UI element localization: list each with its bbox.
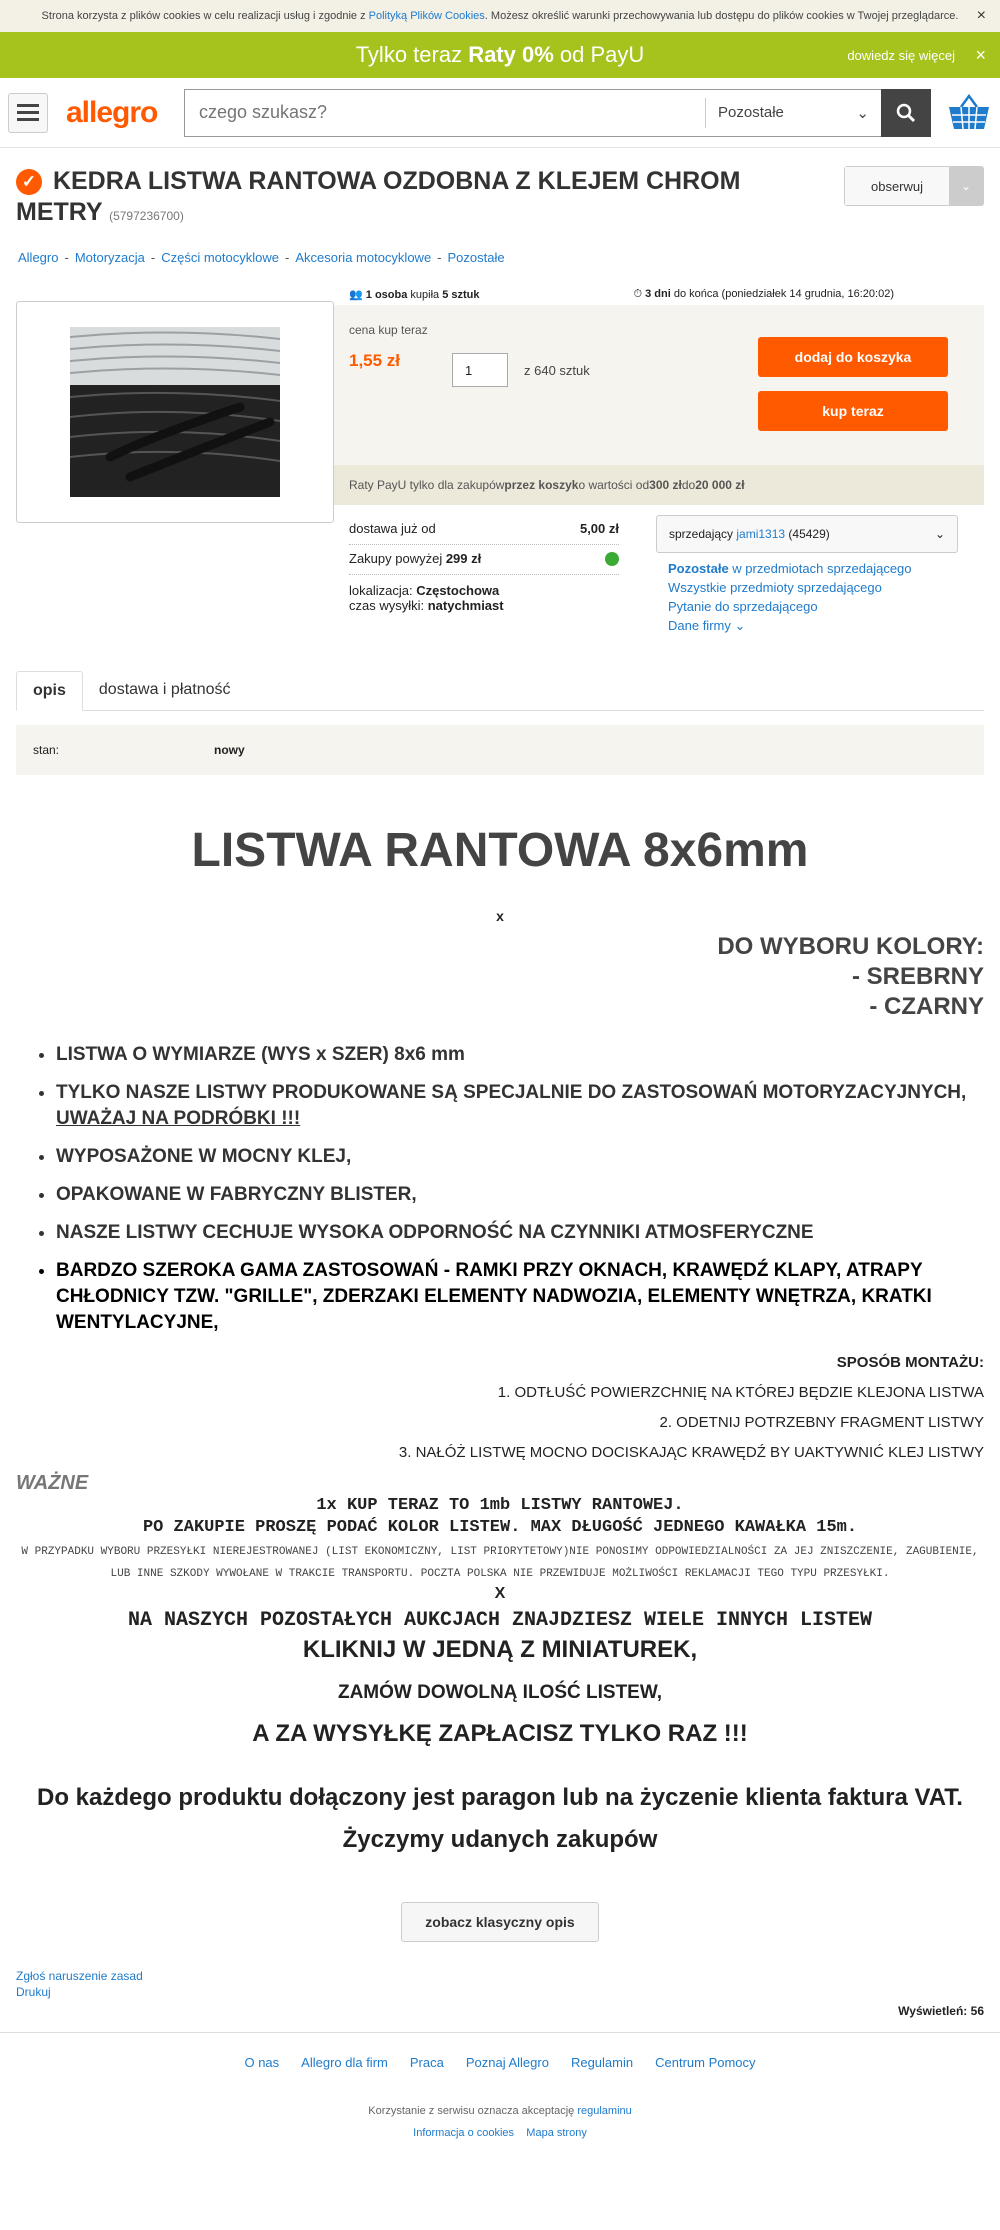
color-options: DO WYBORU KOLORY: - SREBRNY - CZARNY	[717, 933, 984, 1020]
breadcrumb-item[interactable]: Pozostałe	[447, 250, 505, 265]
super-seller-check-icon: ✓	[16, 169, 42, 195]
payu-more-link[interactable]: dowiedz się więcej	[847, 47, 955, 63]
cookie-close-icon[interactable]: ×	[976, 7, 986, 24]
tab-delivery-payment[interactable]: dostawa i płatność	[98, 681, 231, 698]
cookie-text: Strona korzysta z plików cookies w celu realizacji usług i zgodnie z Polityką Plików Cookies. Możesz określić warunki przechowywania lub dostępu do plików cookies w Twojej przeglądarce.	[41, 10, 959, 22]
print-link[interactable]: Drukuj	[16, 1985, 51, 1999]
menu-icon[interactable]	[8, 93, 48, 133]
free-shipping-icon	[605, 552, 619, 566]
tabs	[16, 671, 984, 711]
buy-box	[334, 305, 984, 465]
site-footer	[0, 2032, 1000, 2144]
promo-text: KLIKNIJ W JEDNĄ Z MINIATUREK,	[302, 1636, 698, 1663]
seller-dropdown[interactable]: sprzedający jami1313 (45429) ⌄	[656, 515, 958, 553]
price-label: cena kup teraz	[349, 323, 428, 337]
search-bar	[184, 89, 931, 137]
info-text: PO ZAKUPIE PROSZĘ PODAĆ KOLOR LISTEW. MAX DŁUGOŚĆ JEDNEGO KAWAŁKA 15m.	[142, 1518, 858, 1537]
search-category-select[interactable]: Pozostałe ⌄	[705, 98, 881, 128]
list-item: • OPAKOWANE W FABRYCZNY BLISTER,	[56, 1182, 984, 1208]
footer-link[interactable]: Allegro dla firm	[301, 2055, 388, 2070]
mounting-instructions: SPOSÓB MONTAŻU: 1. ODTŁUŚĆ POWIERZCHNIĘ NA KTÓREJ BĘDZIE KLEJONA LISTWA 2. ODETNIJ POTRZEBNY FRAGMENT LISTWY 3. NAŁÓŻ LISTWĘ MOCNO DOCISKAJĄC KRAWĘDŹ BY UAKTYWNIĆ KLEJ LISTWY	[398, 1354, 984, 1461]
wishes: Życzymy udanych zakupów	[342, 1826, 658, 1853]
payu-promo-text: Tylko teraz Raty 0% od PayU	[355, 42, 645, 67]
seller-all-items-link[interactable]: Wszystkie przedmioty sprzedającego	[668, 580, 882, 595]
offer-title: ✓ KEDRA LISTWA RANTOWA OZDOBNA Z KLEJEM CHROM METRY (5797236700)	[16, 167, 741, 226]
cookie-policy-link[interactable]: Polityką Plików Cookies	[368, 10, 485, 22]
company-data-link[interactable]: Dane firmy ⌄	[668, 618, 746, 633]
buy-now-button[interactable]: kup teraz	[758, 391, 948, 431]
cookie-bar	[0, 0, 1000, 32]
search-button[interactable]	[881, 89, 931, 137]
views-counter: Wyświetleń: 56	[898, 2004, 984, 2018]
promo-text: ZAMÓW DOWOLNĄ ILOŚĆ LISTEW,	[337, 1682, 663, 1703]
important-heading: WAŻNE	[16, 1472, 89, 1494]
list-item: • LISTWA O WYMIARZE (WYS x SZER) 8x6 mm	[56, 1042, 984, 1068]
footer-link[interactable]: O nas	[244, 2055, 280, 2070]
seller-other-items-link[interactable]: Pozostałe w przedmiotach sprzedającego	[668, 561, 912, 576]
payu-promo-bar	[0, 32, 1000, 78]
promo-text: NA NASZYCH POZOSTAŁYCH AUKCJACH ZNAJDZIESZ WIELE INNYCH LISTEW	[127, 1609, 873, 1632]
info-text: 1x KUP TERAZ TO 1mb LISTWY RANTOWEJ.	[316, 1496, 684, 1515]
promo-text: A ZA WYSYŁKĘ ZAPŁACISZ TYLKO RAZ !!!	[252, 1720, 748, 1747]
seller-panel	[656, 515, 958, 641]
separator-x: x	[496, 908, 504, 924]
breadcrumb-item[interactable]: Części motocyklowe	[161, 250, 279, 265]
quantity-input[interactable]: 1	[452, 353, 508, 387]
breadcrumb: Allegro - Motoryzacja - Części motocyklowe - Akcesoria motocyklowe - Pozostałe	[18, 250, 505, 265]
payu-installments-info: Raty PayU tylko dla zakupów przez koszyk o wartości od 300 zł do 20 000 zł	[334, 465, 984, 505]
allegro-logo[interactable]: allegro	[66, 95, 158, 129]
footer-link[interactable]: Regulamin	[570, 2055, 634, 2070]
terms-note: Korzystanie z serwisu oznacza akceptację regulaminu	[368, 2105, 632, 2117]
breadcrumb-item[interactable]: Allegro	[18, 250, 59, 265]
footer-link[interactable]: Centrum Pomocy	[655, 2055, 756, 2070]
shipping-disclaimer: W PRZYPADKU WYBORU PRZESYŁKI NIEREJESTROWANEJ (LIST EKONOMICZNY, LIST PRIORYTETOWY)NIE PONOSIMY ODPOWIEDZIALNOŚCI ZA JEJ ZNISZCZENIE, ZAGUBIENIE, LUB INNE SZKODY WYWOŁANE W TRAKCIE TRANSPORTU. POCZTA POLSKA NIE PRZEWIDUJE MOŻLIWOŚCI REKLAMACJI TEGO TYPU PRZESYŁKI.	[21, 1546, 979, 1580]
separator-x: X	[494, 1585, 506, 1602]
chevron-down-icon: ⌄	[934, 527, 945, 541]
price: 1,55 zł	[349, 351, 401, 370]
feature-list	[56, 1042, 984, 1336]
product-photo	[70, 327, 280, 497]
available-quantity: z 640 sztuk	[524, 363, 590, 378]
payu-close-icon[interactable]: ×	[975, 44, 986, 65]
list-item: • BARDZO SZEROKA GAMA ZASTOSOWAŃ - RAMKI PRZY OKNACH, KRAWĘDŹ KLAPY, ATRAPY CHŁODNICY TZW. "GRILLE", ZDERZAKI ELEMENTY NADWOZIA, ELEMENTY WNĘTRZA, KRATKI WENTYLACYJNE,	[56, 1258, 984, 1336]
shipping-info: dostawa już od 5,00 zł Zakupy powyżej 299 zł lokalizacja: Częstochowa czas wysyłki: natychmiast	[334, 515, 634, 641]
search-icon	[896, 103, 916, 123]
description	[0, 823, 1000, 1854]
cookies-info-link[interactable]: Informacja o cookies	[413, 2127, 515, 2139]
ask-seller-link[interactable]: Pytanie do sprzedającego	[668, 599, 818, 614]
buyers-info: 👥 1 osoba kupiła 5 sztuk	[349, 288, 480, 301]
report-abuse-link[interactable]: Zgłoś naruszenie zasad	[16, 1969, 143, 1983]
list-item: • WYPOSAŻONE W MOCNY KLEJ,	[56, 1144, 984, 1170]
list-item: • TYLKO NASZE LISTWY PRODUKOWANE SĄ SPECJALNIE DO ZASTOSOWAŃ MOTORYZACYJNYCH, UWAŻAJ NA PODRÓBKI !!!	[56, 1080, 984, 1132]
classic-description-button[interactable]: zobacz klasyczny opis	[401, 1902, 599, 1942]
observe-button[interactable]: obserwuj ⌄	[844, 166, 984, 206]
site-header	[0, 78, 1000, 148]
params-table: stan: nowy	[16, 725, 984, 775]
list-item: • NASZE LISTWY CECHUJE WYSOKA ODPORNOŚĆ NA CZYNNIKI ATMOSFERYCZNE	[56, 1220, 984, 1246]
chevron-down-icon[interactable]: ⌄	[949, 167, 983, 205]
breadcrumb-item[interactable]: Akcesoria motocyklowe	[295, 250, 432, 265]
seller-name-link[interactable]: jami1313	[736, 527, 786, 541]
offer-id: (5797236700)	[109, 209, 184, 223]
footer-link[interactable]: Praca	[409, 2055, 444, 2070]
description-headline: LISTWA RANTOWA 8x6mm	[191, 824, 809, 877]
footer-link[interactable]: Poznaj Allegro	[465, 2055, 549, 2070]
sitemap-link[interactable]: Mapa strony	[526, 2127, 587, 2139]
chevron-down-icon: ⌄	[856, 104, 869, 122]
terms-link[interactable]: regulaminu	[577, 2105, 632, 2117]
clock-icon: ⏱	[633, 287, 643, 300]
vat-info: Do każdego produktu dołączony jest paragon lub na życzenie klienta faktura VAT.	[37, 1784, 963, 1811]
breadcrumb-item[interactable]: Motoryzacja	[74, 250, 145, 265]
tab-description[interactable]: opis	[16, 671, 83, 711]
search-input[interactable]	[185, 90, 705, 136]
product-image[interactable]	[16, 301, 334, 523]
time-left: ⏱ 3 dni do końca (poniedziałek 14 grudnia, 16:20:02)	[633, 287, 894, 300]
add-to-cart-button[interactable]: dodaj do koszyka	[758, 337, 948, 377]
basket-icon[interactable]	[947, 93, 991, 133]
